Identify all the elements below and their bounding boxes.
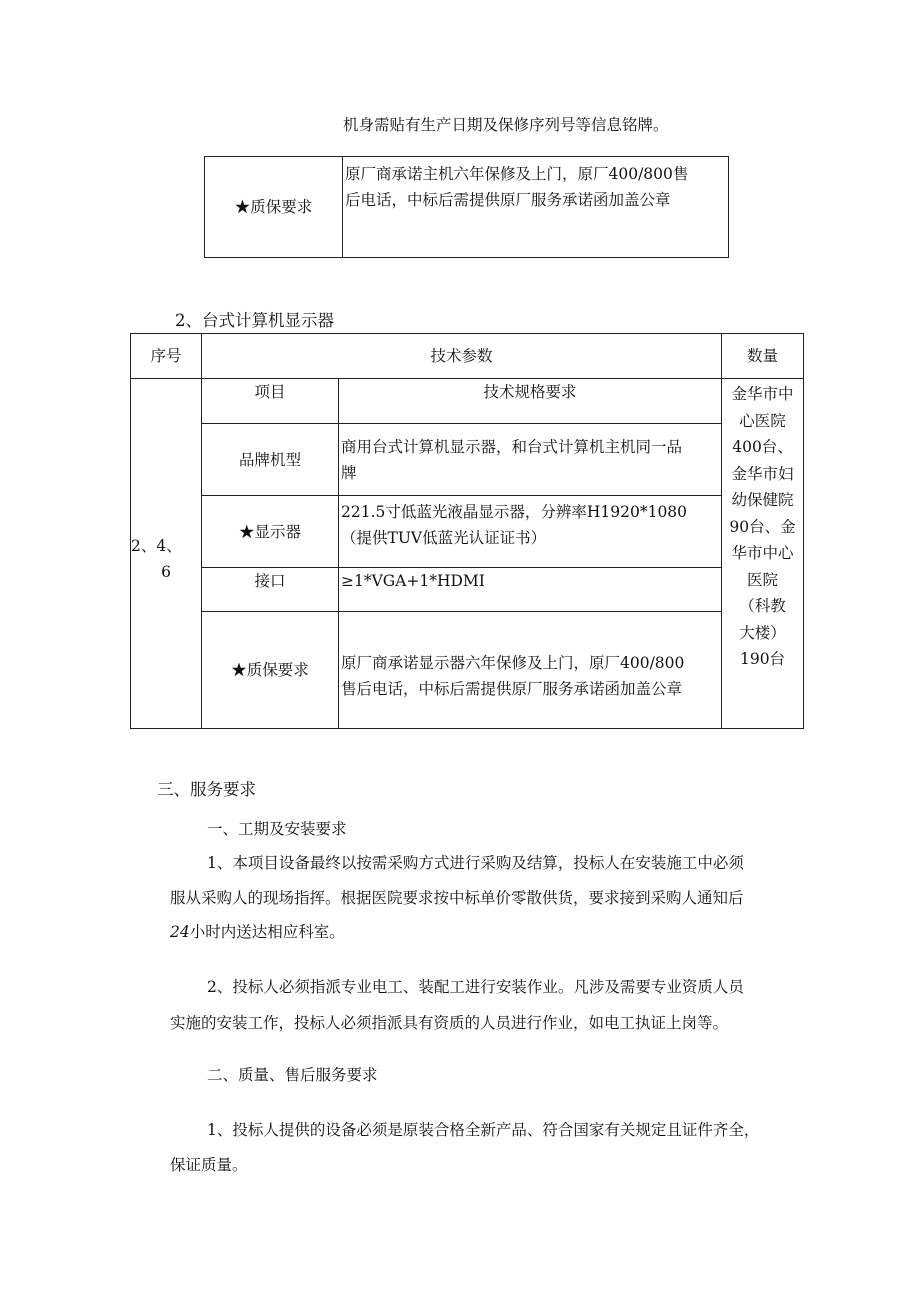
qty-line: 医院 xyxy=(747,570,779,589)
qty-line: 幼保健院 xyxy=(731,491,794,509)
section-title-service: 三、服务要求 xyxy=(157,780,256,799)
row-spec-brand-line1: 商用台式计算机显示器，和台式计算机主机同一品 xyxy=(341,437,683,456)
header-params: 技术参数 xyxy=(202,334,722,379)
section-title-monitor: 2、台式计算机显示器 xyxy=(175,311,334,330)
row-item-brand: 品牌机型 xyxy=(202,424,339,496)
qty-line: 华市中心 xyxy=(731,544,794,562)
row-spec-interface: ≥1*VGA+1*HDMI xyxy=(339,568,722,612)
row-spec-display xyxy=(339,496,722,568)
paragraph-2-line2: 实施的安装工作，投标人必须指派具有资质的人员进行作业，如电工执证上岗等。 xyxy=(170,1014,729,1032)
row-spec-warranty-line2: 售后电话，中标后需提供原厂服务承诺函加盖公章 xyxy=(341,680,683,698)
paragraph-3-line2: 保证质量。 xyxy=(170,1156,248,1174)
seq-line1: 2、4、 xyxy=(131,536,182,555)
warranty-label: ★质保要求 xyxy=(205,157,343,258)
header-qty: 数量 xyxy=(722,334,804,379)
paragraph-3-line1: 1、投标人提供的设备必须是原装合格全新产品、符合国家有关规定且证件齐全， xyxy=(207,1121,760,1139)
header-seq: 序号 xyxy=(131,334,202,379)
paragraph-1-line3 xyxy=(170,921,345,943)
row-item-display: ★显示器 xyxy=(202,496,339,568)
seq-cell xyxy=(131,379,202,729)
spec-continuation-line: 机身需贴有生产日期及保修序列号等信息铭牌。 xyxy=(343,116,669,134)
row-spec-warranty-line1: 原厂商承诺显示器六年保修及上门，原厂400/800 xyxy=(341,654,685,672)
row-spec-display-line1: 221.5寸低蓝光液晶显示器，分辨率H1920*1080 xyxy=(341,503,688,521)
qty-line: 90台、金 xyxy=(729,517,796,536)
qty-line: 190台 xyxy=(739,650,786,668)
qty-line: （科教 xyxy=(739,597,786,615)
seq-line2: 6 xyxy=(161,562,171,581)
qty-cell xyxy=(722,379,804,729)
qty-line: 400台、 xyxy=(732,438,793,456)
subheader-spec: 技术规格要求 xyxy=(339,379,722,424)
row-spec-brand-line2: 牌 xyxy=(341,463,357,482)
paragraph-1-line2: 服从采购人的现场指挥。根据医院要求按中标单价零散供货，要求接到采购人通知后 xyxy=(170,889,744,907)
qty-line: 大楼） xyxy=(739,623,786,642)
row-spec-display-line2: （提供TUV低蓝光认证证书） xyxy=(341,529,547,547)
warranty-text-line1: 原厂商承诺主机六年保修及上门，原厂400/800售 xyxy=(345,165,689,183)
qty-line: 心医院 xyxy=(739,411,786,430)
row-spec-warranty xyxy=(339,612,722,729)
monitor-table xyxy=(130,333,804,729)
paragraph-1-line3-text: 小时内送达相应科室。 xyxy=(189,923,345,941)
row-item-warranty: ★质保要求 xyxy=(202,612,339,729)
row-item-interface: 接口 xyxy=(202,568,339,612)
warranty-table xyxy=(204,156,729,258)
paragraph-1-line1: 1、本项目设备最终以按需采购方式进行采购及结算，投标人在安装施工中必须 xyxy=(207,854,744,872)
row-spec-brand xyxy=(339,424,722,496)
subsection-title-schedule: 一、工期及安装要求 xyxy=(207,820,347,838)
qty-line: 金华市中 xyxy=(731,385,794,403)
subheader-item: 项目 xyxy=(202,379,339,424)
qty-line: 金华市妇 xyxy=(731,464,794,483)
subsection-title-quality: 二、质量、售后服务要求 xyxy=(207,1066,378,1084)
hours-number: 24 xyxy=(170,923,190,941)
warranty-text-line2: 后电话，中标后需提供原厂服务承诺函加盖公章 xyxy=(345,191,671,209)
warranty-text xyxy=(343,157,729,258)
paragraph-2-line1: 2、投标人必须指派专业电工、装配工进行安装作业。凡涉及需要专业资质人员 xyxy=(207,978,744,996)
